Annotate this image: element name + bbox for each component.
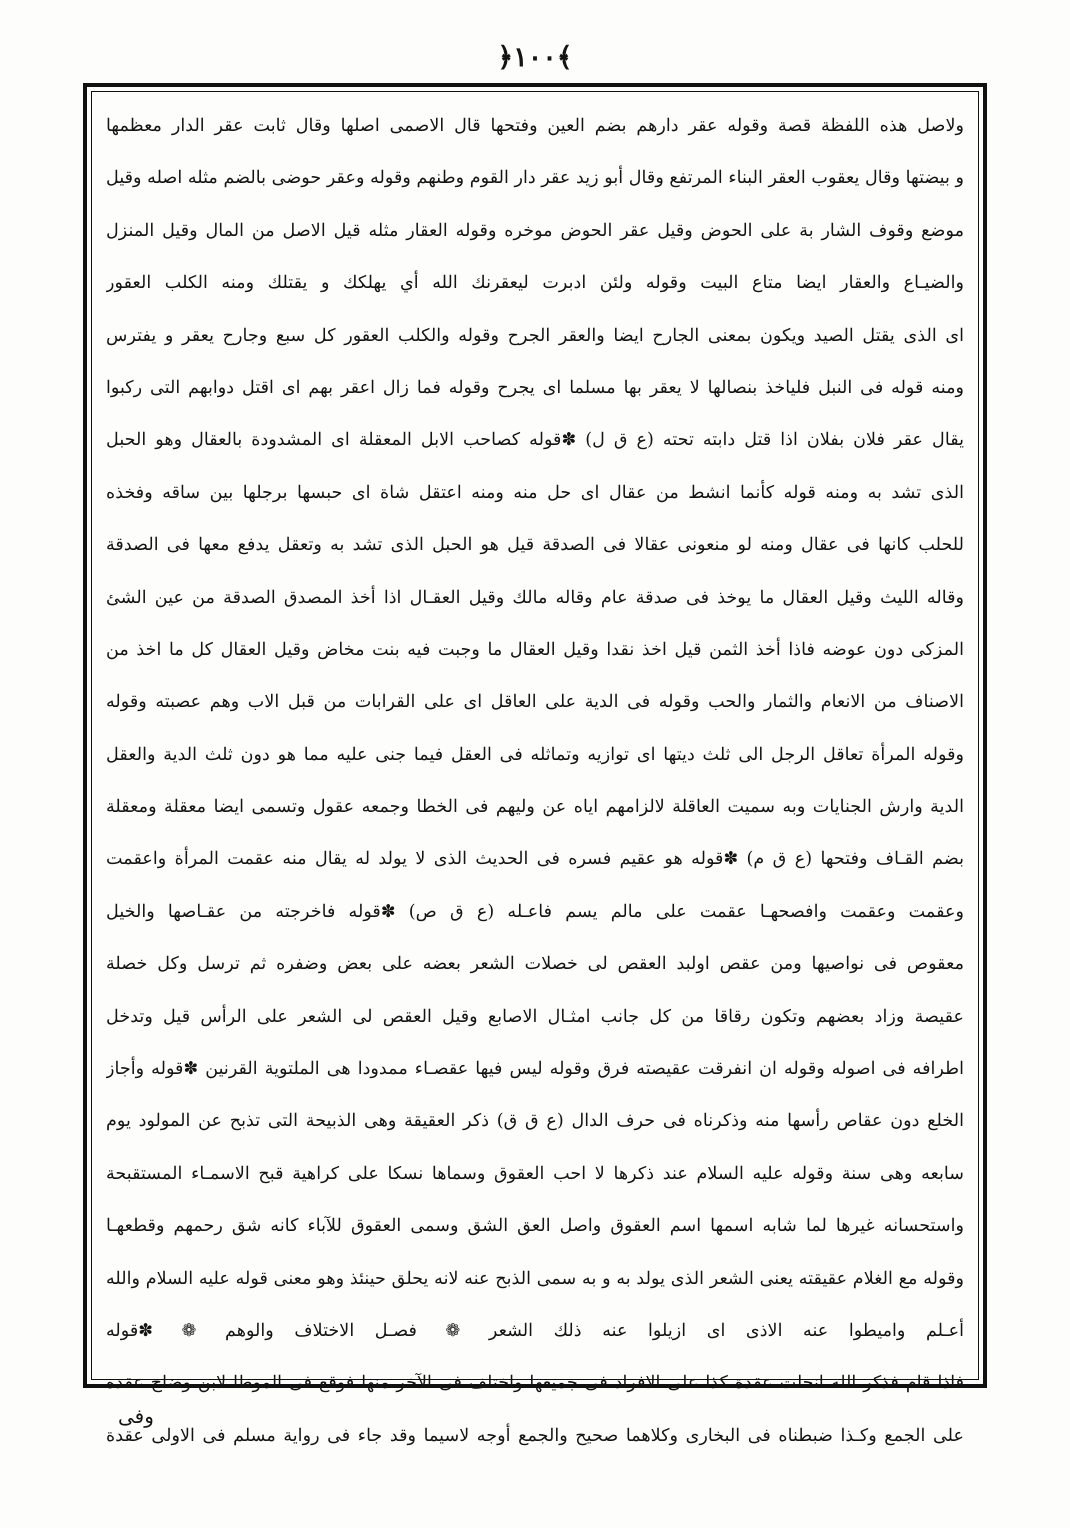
text-line-26: على الجمع وكـذا ضبطناه فى البخارى وكلاهما صحيح والجمع أوجه لاسيما وقد جاء فى رواية مسلم فى الاولى عقدة: [106, 1425, 964, 1446]
text-line-24-with-section-heading: [106, 1305, 964, 1357]
text-line-13: وقوله المرأة تعاقل الرجل الى ثلث ديتها اى توازيه وتماثله فى العقل فيما جنى عليه مما هو دون ثلث الدية والعقل: [106, 744, 964, 765]
text-line-18: عقيصة وزاد بعضهم وتكون رقاقا من كل جانب امثـال الاصابع وقيل العقص لى الشعر على الرأس قيل وتدخل: [106, 1006, 964, 1027]
page-number: ﴿١٠٠﴾: [497, 42, 573, 73]
ornament-right-icon: ❁: [445, 1320, 461, 1341]
section-heading: فصـل الاختلاف والوهم: [224, 1320, 417, 1341]
text-line-14: الدية وارش الجنايات وبه سميت العاقلة لالزامهم اياه عن وليهم فى الخطا وجمعه عقول وتسمى ايضا معقلة ومعقلة: [106, 797, 964, 818]
text-line-9: للحلب كانها فى عقال ومنه لو منعونى عقالا فى الصدقة قيل هو الحبل الذى تشد به وتعقل يدفع معها فى الصدقة: [106, 535, 964, 556]
text-line-23: وقوله مع الغلام عقيقته يعنى الشعر الذى يولد به و به سمى الذبح عنه لانه يحلق حينئذ وهو معنى قوله عليه السلام والله: [106, 1268, 964, 1289]
ornament-left-icon: ❁: [181, 1320, 197, 1341]
text-line-3: موضع وقوف الشار بة على الحوض وقيل عقر الحوض موخره وقوله العقار مثله قيل الاصل من المال وقيل المنزل: [106, 220, 964, 241]
text-line-12: الاصناف من الانعام والثمار والحب وقوله فى الدية على العاقل اى على القرابات من قبل الاب وهم عصبته وقوله: [106, 692, 964, 713]
text-line-21: سابعه وهى سنة وقوله عليه السلام عند ذكرها لا احب العقوق وسماها نسكا على كراهية قبح الاسمـاء المستقبحة: [106, 1163, 964, 1184]
text-line-24-start: أعـلم واميطوا عنه الاذى اى ازيلوا عنه ذلك الشعر: [488, 1320, 964, 1341]
text-line-6: ومنه قوله فى النبل فلياخذ بنصالها لا يعقر بها مسلما اى يجرح وقوله فما زال اعقر بهم اى اقتل دوابهم التى ركبوا: [106, 377, 964, 398]
text-line-8: الذى تشد به ومنه قوله كأنما انشط من عقال اى حل منه ومنه اعتقل شاة اى حبسها برجلها بين ساقه وفخذه: [106, 482, 964, 503]
text-line-20: الخلع دون عقاص رأسها منه وذكرناه فى حرف الدال (ع ق ق) ذكر العقيقة وهى الذبيحة التى تذبح عن المولود يوم: [106, 1111, 964, 1132]
text-line-7: يقال عقر فلان بفلان اذا قتل دابته تحته (ع ق ل) ✽قوله كصاحب الابل المعقلة اى المشدودة بالعقال وهو الحبل: [106, 430, 964, 451]
text-line-17: معقوص فى نواصيها ومن عقص اولبد العقص لى خصلات الشعر بعضه على بعض وضفره ثم ترسل وكل خصلة: [106, 954, 964, 975]
text-line-22: واستحسانه غيرها لما شابه اسمها اسم العقوق واصل العق الشق وسمى العقوق للآباء كانه شق رحمهم وقطعهـا: [106, 1216, 964, 1237]
text-line-15: بضم القـاف وفتحها (ع ق م) ✽قوله هو عقيم فسره فى الحديث الذى لا يولد له يقال منه عقمت المرأة واعقمت: [106, 849, 964, 870]
catchword: وفى: [118, 1404, 154, 1428]
text-line-16: وعقمت وعقمت وافصحهـا عقمت على مالم يسم فاعـله (ع ق ص) ✽قوله فاخرجته من عقـاصها والخيل: [106, 901, 964, 922]
text-line-2: و بيضتها وقال يعقوب العقر البناء المرتفع وقال أبو زيد عقر دار القوم وطنهم وقوله وعقر حوضى بالضم مثله اصله وقيل: [106, 168, 964, 189]
text-line-11: المزكى دون عوضه فاذا أخذ الثمن قيل اخذ نقدا وقيل العقال ما وجبت فيه بنت مخاض وقيل العقال كل ما اخذ من: [106, 639, 964, 660]
text-line-10: وقاله الليث وقيل العقال ما يوخذ فى صدقة عام وقاله مالك وقيل العقـال اذا أخذ المصدق الصدقة من عين الشئ: [106, 587, 964, 608]
text-line-4: والضيـاع والعقار ايضا متاع البيت وقوله ولئن ادبرت ليعقرنك الله أي يهلكك و يقتلك ومنه الكلب العقور: [106, 273, 964, 294]
text-line-25: فاذا قام فذكر الله انحلت عقدة كذا على الافراد فى جميعها واختلف فى الآخر منها فوقع فى الموطا لابن وضاح عقده: [106, 1373, 964, 1394]
text-line-1: ولاصل هذه اللفظة قصة وقوله عقر دارهم بضم العين وفتحها قال الاصمى اصلها وقال ثابت عقر الدار معظمها: [106, 116, 964, 136]
text-line-5: اى الذى يقتل الصيد ويكون بمعنى الجارح ايضا والعقر الجرح وقوله والكلب العقور كل سبع وجارح يعقر و يفترس: [106, 325, 964, 346]
text-line-19: اطرافه فى اصوله وقوله ان انفرقت عقيصته فرق وقوله ليس فيها عقصـاء ممدودا هى الملتوية القرنين ✽قوله وأجاز: [106, 1059, 964, 1080]
text-line-24-end: ✽قوله: [106, 1320, 154, 1341]
